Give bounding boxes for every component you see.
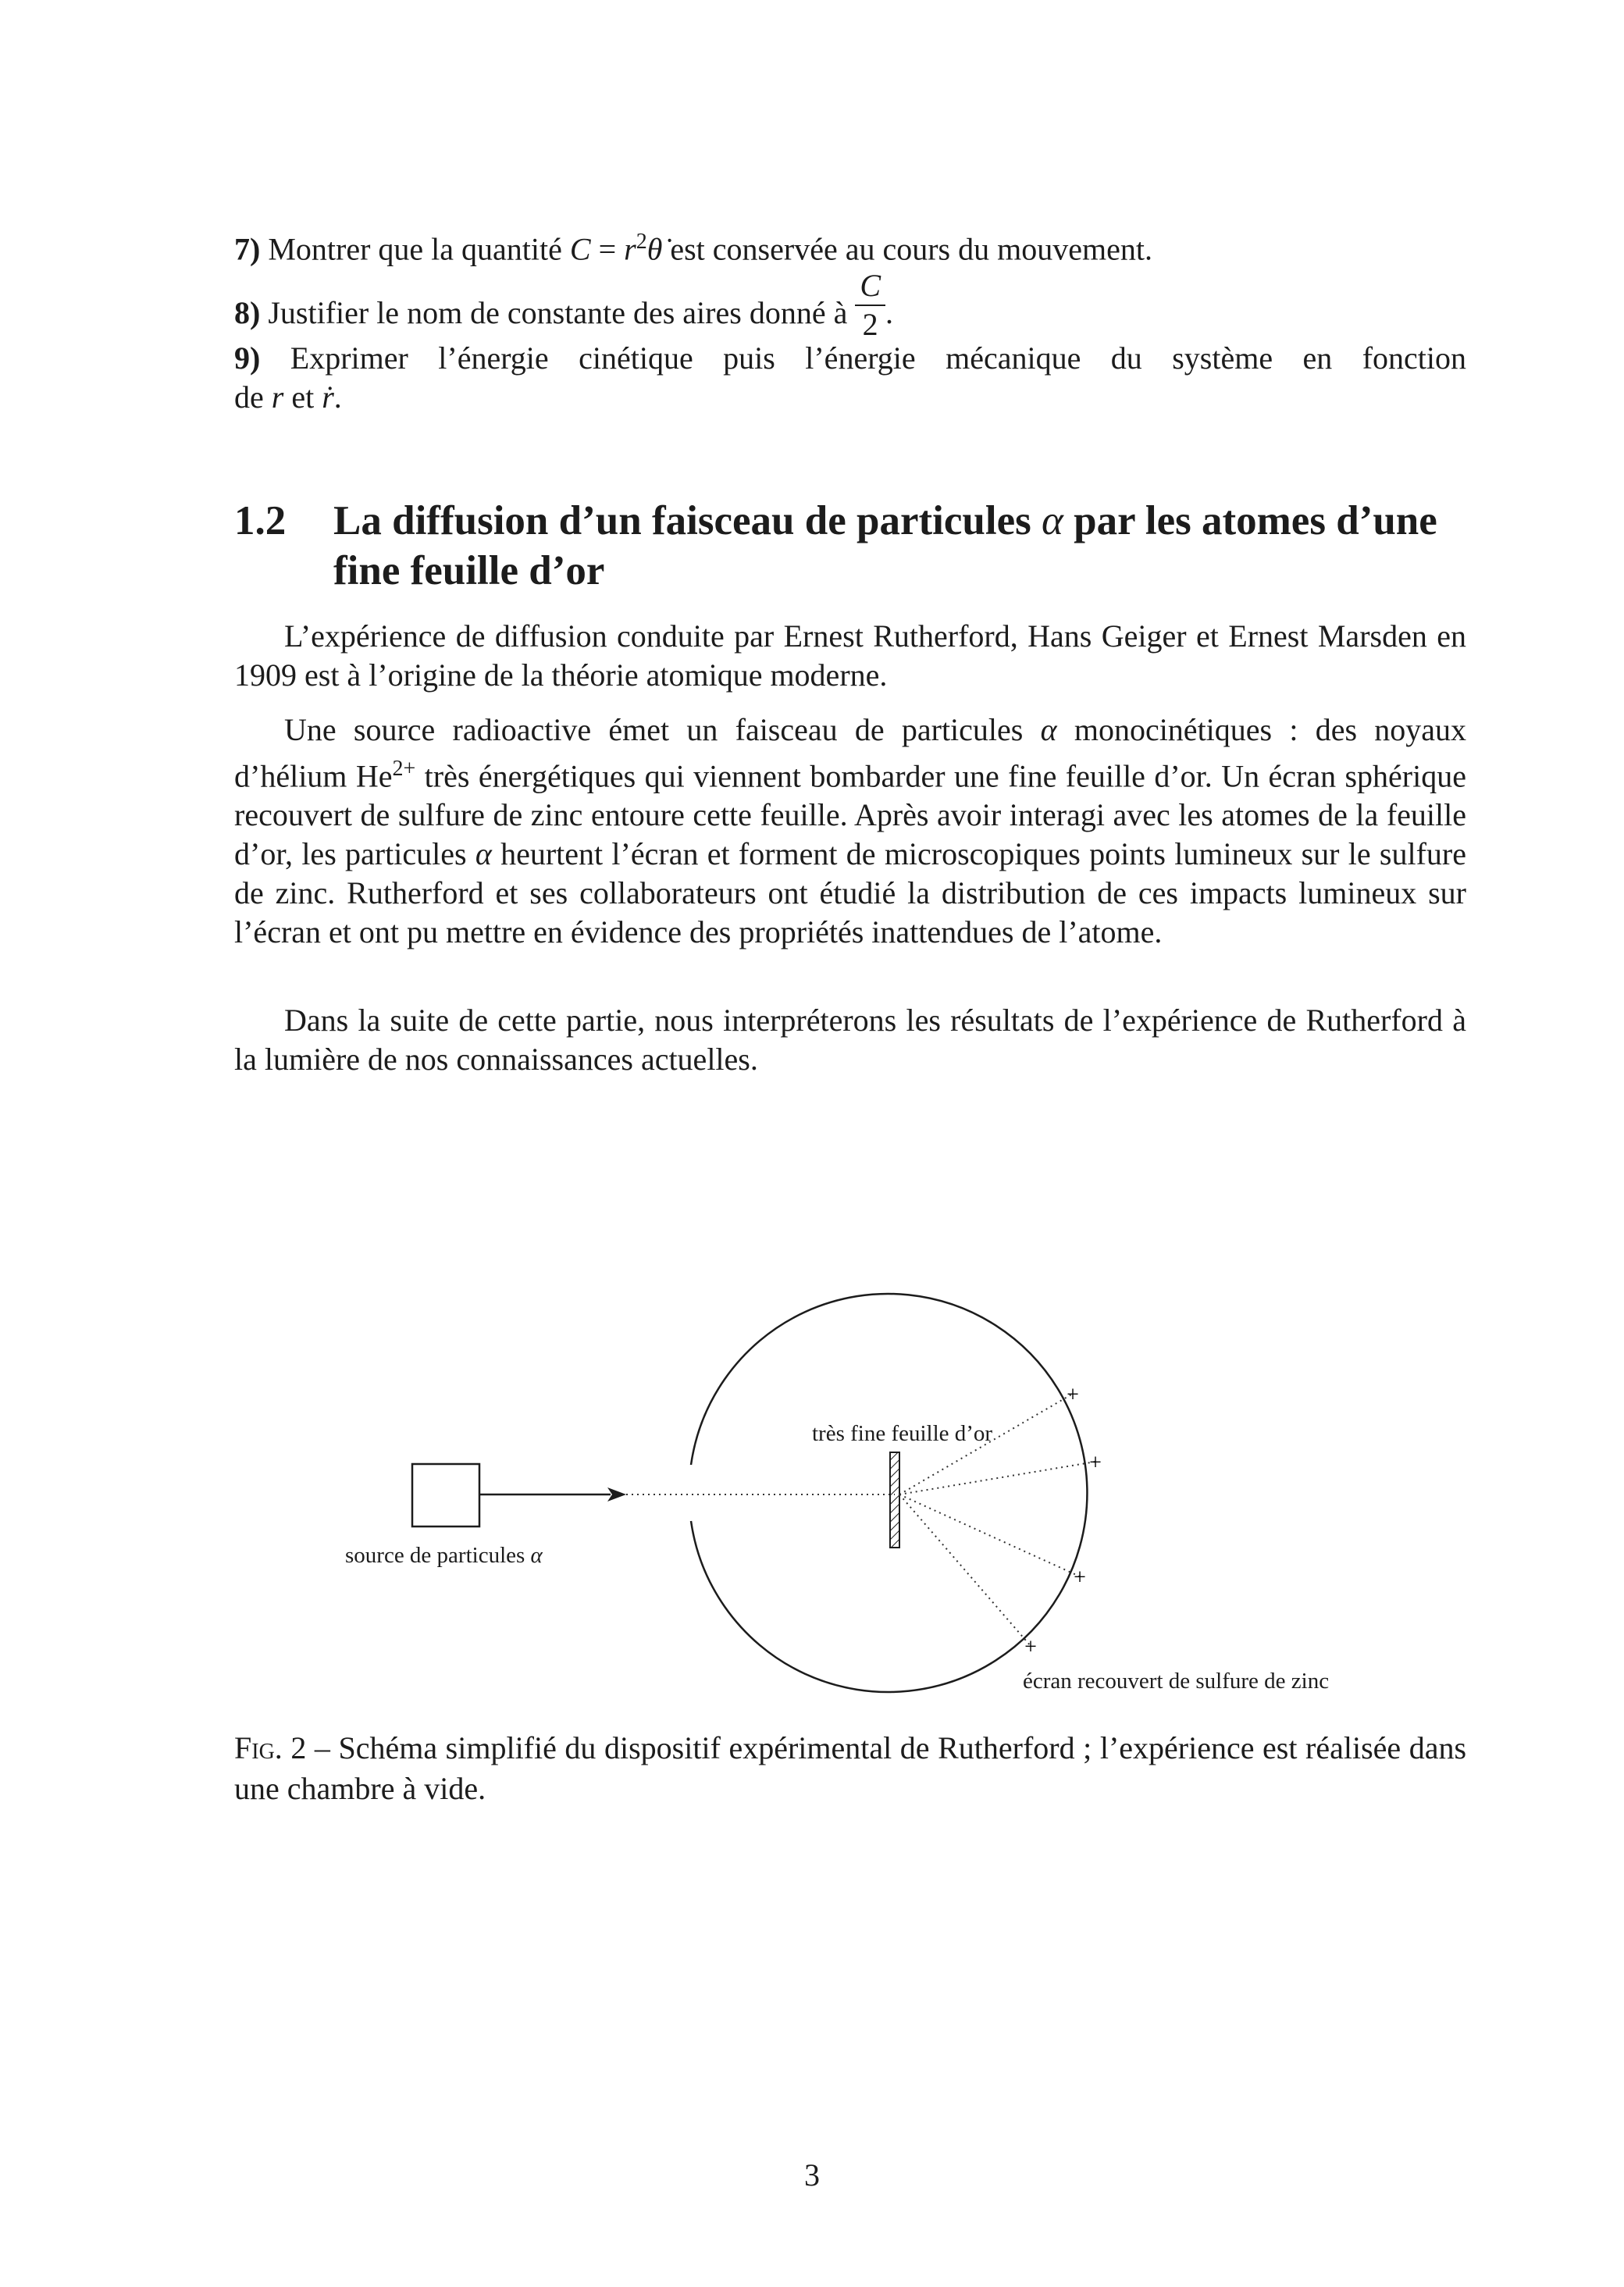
section-title: La diffusion d’un faisceau de particules α par les atomes d’une fine feuille d’or xyxy=(333,498,1437,593)
zinc-sulfide-screen xyxy=(691,1294,1087,1692)
formula-C: C xyxy=(569,231,591,267)
screen-label: écran recouvert de sulfure de zinc xyxy=(1023,1669,1330,1694)
impact-marker: + xyxy=(1089,1451,1102,1475)
paragraph-3: Dans la suite de cette partie, nous interpréterons les résultats de l’expérience de Rutherford à la lumière de nos connaissances actuelles. xyxy=(234,1003,1466,1077)
question-number: 8) xyxy=(234,295,261,331)
rutherford-diagram xyxy=(0,1249,1624,1718)
section-number: 1.2 xyxy=(234,498,287,543)
question-9: 9) Exprimer l’énergie cinétique puis l’énergie mécanique du système en fonction de r et ṙ. xyxy=(234,340,1467,415)
fraction-c-over-2: $\frac{C}{2}$ xyxy=(855,270,885,340)
question-7: 7) Montrer que la quantité $C = r^2\thetȧ$ est conservée au cours du mouvement. xyxy=(234,230,1152,267)
source-label: source de particules α xyxy=(345,1543,543,1568)
caption-label: Fig. 2 xyxy=(234,1730,307,1765)
impact-marker: + xyxy=(1024,1635,1037,1659)
alpha-source-box xyxy=(412,1464,479,1526)
section-heading xyxy=(234,496,1472,596)
gold-foil xyxy=(890,1452,899,1548)
impact-marker: + xyxy=(1067,1383,1079,1407)
question-8: 8) Justifier le nom de constante des aires donné à $\frac{C}{2}$ . xyxy=(234,268,894,342)
paragraph-1: L’expérience de diffusion conduite par Ernest Rutherford, Hans Geiger et Ernest Marsden en 1909 est à l’origine de la théorie atomique moderne. xyxy=(234,618,1466,693)
paragraph-2: Une source radioactive émet un faisceau de particules α monocinétiques : des noyaux d’hélium $He^{2+}$ très énergétiques qui viennent bombarder une fine feuille d’or. Un écran sphérique recouvert de sulfure de zinc entoure cette feuille. Après avoir interagi avec les atomes de la feuille d’or, les particules α heurtent l’écran et forment de microscopiques points lumineux sur le sulfure de zinc. Rutherford et ses collaborateurs ont étudié la distribution de ces impacts lumineux sur l’écran et ont pu mettre en évidence des propriétés inattendues de l’atome. xyxy=(234,712,1467,950)
question-number: 9) xyxy=(234,340,261,376)
question-number: 7) xyxy=(234,231,261,267)
foil-label: très fine feuille d’or xyxy=(812,1421,993,1446)
figure-caption: Fig. 2 – Schéma simplifié du dispositif expérimental de Rutherford ; l’expérience est réalisée dans une chambre à vide. xyxy=(234,1730,1467,1806)
page-number: 3 xyxy=(804,2157,820,2193)
impact-marker: + xyxy=(1074,1566,1086,1590)
